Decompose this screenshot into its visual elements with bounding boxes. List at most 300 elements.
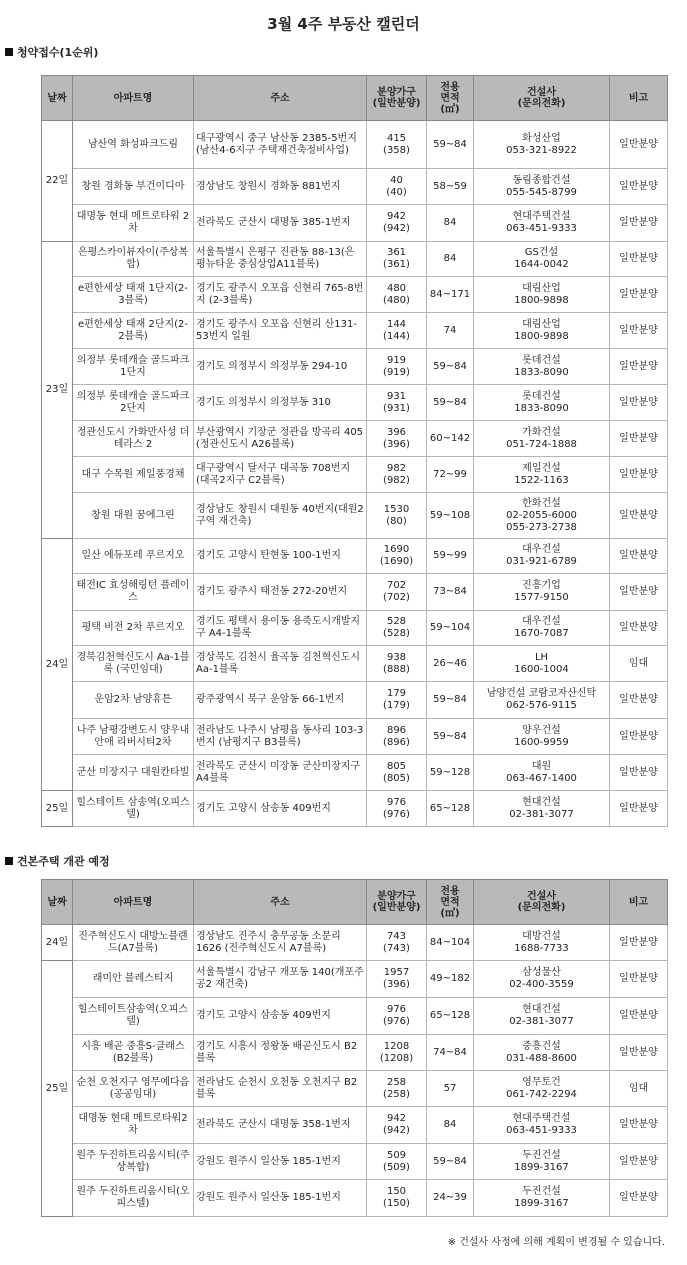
units-cell — [367, 1035, 427, 1071]
units-cell — [367, 313, 427, 349]
note-cell: 일반분양 — [610, 791, 668, 827]
page-title: 3월 4주 부동산 캘린더 — [267, 15, 420, 33]
area-cell: 84~171 — [427, 277, 474, 313]
builder-cell — [474, 539, 610, 574]
units-general: (480) — [383, 294, 410, 306]
header-area-line2: 면적 — [440, 92, 460, 104]
header-area-line3: (㎡) — [440, 103, 460, 115]
builder-name: 영무토건 — [522, 1076, 561, 1088]
units-total: 1957 — [383, 967, 410, 978]
builder-phone: 1833-8090 — [514, 366, 569, 378]
section-title-model-house — [5, 853, 110, 869]
apartment-name: 대구 수목원 제일풍경채 — [73, 457, 194, 493]
address: 전라북도 군산시 대명동 385-1번지 — [194, 205, 367, 242]
table-row — [42, 998, 668, 1035]
builder-name: 롯데건설 — [522, 390, 561, 402]
area-cell: 59~84 — [427, 719, 474, 755]
builder-name: 화성산업 — [522, 132, 561, 144]
builder-name: 현대건설 — [522, 1004, 561, 1015]
area-cell: 59~84 — [427, 121, 474, 169]
note-cell: 임대 — [610, 646, 668, 682]
units-total: 396 — [386, 426, 407, 438]
apartment-name: 평택 비전 2차 푸르지오 — [73, 611, 194, 646]
apartment-name: 대명동 현대 메트로타워 2차 — [73, 205, 194, 242]
area-cell: 84~104 — [427, 925, 474, 961]
header-date: 날짜 — [42, 880, 73, 925]
header-row — [42, 880, 668, 925]
area-cell: 57 — [427, 1071, 474, 1107]
header-area — [427, 880, 474, 925]
table-row — [42, 755, 668, 791]
apartment-name: 의정부 롯데캐슬 골드파크 1단지 — [73, 349, 194, 385]
builder-cell — [474, 961, 610, 998]
header-address: 주소 — [194, 880, 367, 925]
apartment-name: 힐스테이트삼송역(오피스텔) — [73, 998, 194, 1035]
table-row — [42, 493, 668, 539]
units-total: 942 — [386, 211, 407, 222]
note-cell: 일반분양 — [610, 539, 668, 574]
builder-name: 현대주택건설 — [512, 211, 571, 222]
table-row — [42, 457, 668, 493]
note-cell: 일반분양 — [610, 313, 668, 349]
builder-name: 양우건설 — [522, 724, 561, 736]
units-total: 976 — [386, 1004, 407, 1015]
header-builder — [474, 76, 610, 121]
builder-cell — [474, 1035, 610, 1071]
units-total: 361 — [386, 247, 407, 258]
units-cell — [367, 925, 427, 961]
address: 부산광역시 기장군 정관읍 방곡리 405 (정관신도시 A26블록) — [194, 421, 367, 457]
area-cell: 59~99 — [427, 539, 474, 574]
note-cell: 일반분양 — [610, 169, 668, 205]
table-row — [42, 539, 668, 574]
table-row — [42, 1107, 668, 1144]
section-title-text: 청약접수(1순위) — [17, 46, 99, 59]
section-title-text: 견본주택 개관 예정 — [17, 855, 110, 868]
units-total: 258 — [386, 1076, 407, 1088]
units-general: (1690) — [379, 556, 414, 567]
units-cell — [367, 998, 427, 1035]
note-cell: 일반분양 — [610, 493, 668, 539]
apartment-name: 군산 미장지구 대원칸타빌 — [73, 755, 194, 791]
builder-cell — [474, 1071, 610, 1107]
units-general: (361) — [383, 259, 410, 270]
apartment-name: 의정부 롯데캐슬 골드파크 2단지 — [73, 385, 194, 421]
units-general: (805) — [383, 772, 410, 784]
builder-phone: 063-451-9333 — [506, 1125, 577, 1136]
units-general: (528) — [383, 628, 410, 639]
table-row — [42, 574, 668, 611]
builder-name: 동림종합건설 — [512, 174, 571, 186]
area-cell: 26~46 — [427, 646, 474, 682]
area-cell: 58~59 — [427, 169, 474, 205]
units-general: (896) — [383, 736, 410, 748]
address: 경기도 의정부시 의정부동 294-10 — [194, 349, 367, 385]
units-cell — [367, 646, 427, 682]
square-bullet-icon — [5, 857, 13, 865]
address: 전라남도 나주시 남평읍 동사리 103-3번지 (남평지구 B3블록) — [194, 719, 367, 755]
builder-phone: 02-400-3559 — [509, 979, 574, 990]
table-row — [42, 961, 668, 998]
table-row — [42, 791, 668, 827]
address: 강원도 원주시 일산동 185-1번지 — [194, 1180, 367, 1217]
builder-cell — [474, 242, 610, 277]
builder-phone: 02-2055-6000 — [506, 509, 577, 521]
units-total: 896 — [386, 724, 407, 736]
units-general: (702) — [383, 592, 410, 603]
address: 강원도 원주시 일산동 185-1번지 — [194, 1144, 367, 1180]
builder-cell — [474, 791, 610, 827]
address: 대구광역시 달서구 대곡동 708번지 (대곡2지구 C2블록) — [194, 457, 367, 493]
header-apartment: 아파트명 — [73, 76, 194, 121]
header-area-line1: 전용 — [440, 885, 460, 897]
table-row — [42, 925, 668, 961]
note-cell: 임대 — [610, 1071, 668, 1107]
header-note: 비고 — [610, 880, 668, 925]
header-area-line2: 면적 — [440, 896, 460, 908]
date-cell: 22일 — [42, 121, 73, 242]
units-general: (358) — [383, 144, 410, 156]
note-cell: 일반분양 — [610, 755, 668, 791]
area-cell: 84 — [427, 1107, 474, 1144]
units-general: (942) — [383, 223, 410, 234]
units-cell — [367, 169, 427, 205]
builder-cell — [474, 313, 610, 349]
builder-name: 대방건설 — [522, 930, 561, 942]
builder-cell — [474, 385, 610, 421]
builder-cell — [474, 349, 610, 385]
date-cell: 25일 — [42, 791, 73, 827]
builder-name: 제일건설 — [522, 462, 561, 474]
units-cell — [367, 539, 427, 574]
note-cell: 일반분양 — [610, 1144, 668, 1180]
units-general: (40) — [386, 186, 407, 198]
table-row — [42, 719, 668, 755]
apartment-name: 나주 남평강변도시 양우내안애 리버시티2차 — [73, 719, 194, 755]
units-general: (144) — [383, 330, 410, 342]
table-row — [42, 1071, 668, 1107]
area-cell: 49~182 — [427, 961, 474, 998]
units-total: 415 — [386, 132, 407, 144]
header-units — [367, 880, 427, 925]
units-general: (931) — [383, 402, 410, 414]
builder-name: 대림산업 — [522, 318, 561, 330]
builder-cell — [474, 1180, 610, 1217]
address: 경기도 평택시 용이동 용죽도시개발지구 A4-1블록 — [194, 611, 367, 646]
header-address: 주소 — [194, 76, 367, 121]
units-total: 942 — [386, 1113, 407, 1124]
area-cell: 73~84 — [427, 574, 474, 611]
table-row — [42, 646, 668, 682]
note-cell: 일반분양 — [610, 385, 668, 421]
units-general: (1208) — [379, 1052, 414, 1064]
units-cell — [367, 791, 427, 827]
note-cell: 일반분양 — [610, 1107, 668, 1144]
units-cell — [367, 205, 427, 242]
area-cell: 65~128 — [427, 791, 474, 827]
area-cell: 74~84 — [427, 1035, 474, 1071]
area-cell: 72~99 — [427, 457, 474, 493]
builder-phone: 1800-9898 — [514, 294, 569, 306]
units-total: 938 — [386, 651, 407, 663]
builder-cell — [474, 611, 610, 646]
address: 경상남도 진주시 충무공동 소문리 1626 (진주혁신도시 A7블록) — [194, 925, 367, 961]
units-total: 40 — [390, 174, 403, 186]
units-total: 1690 — [383, 544, 410, 555]
apartment-name: 대명동 현대 메트로타워2차 — [73, 1107, 194, 1144]
builder-cell — [474, 277, 610, 313]
header-builder-line2: (문의전화) — [517, 902, 566, 913]
header-builder — [474, 880, 610, 925]
area-cell: 59~104 — [427, 611, 474, 646]
builder-phone: 02-381-3077 — [509, 808, 574, 820]
units-general: (888) — [383, 663, 410, 675]
address: 경기도 광주시 오포읍 신현리 산131-53번지 일원 — [194, 313, 367, 349]
builder-cell — [474, 457, 610, 493]
builder-cell — [474, 1144, 610, 1180]
area-cell: 59~84 — [427, 385, 474, 421]
builder-phone: 055-545-8799 — [506, 186, 577, 198]
builder-phone: 1600-9959 — [514, 736, 569, 748]
apartment-name: 태전IC 효성해링턴 플레이스 — [73, 574, 194, 611]
units-cell — [367, 961, 427, 998]
address: 경기도 고양시 탄현동 100-1번지 — [194, 539, 367, 574]
builder-cell — [474, 998, 610, 1035]
area-cell: 59~84 — [427, 682, 474, 719]
units-cell — [367, 121, 427, 169]
units-general: (942) — [383, 1125, 410, 1136]
builder-name: 한화건설 — [522, 497, 561, 509]
units-cell — [367, 349, 427, 385]
units-total: 805 — [386, 760, 407, 772]
builder-phone: 063-467-1400 — [506, 772, 577, 784]
units-total: 528 — [386, 616, 407, 627]
builder-phone: 062-576-9115 — [506, 700, 577, 711]
table-row — [42, 349, 668, 385]
builder-phone: 031-921-6789 — [506, 556, 577, 567]
apartment-name: 일산 에듀포레 푸르지오 — [73, 539, 194, 574]
apartment-name: 정관신도시 가화만사성 더 테라스 2 — [73, 421, 194, 457]
address: 대구광역시 중구 남산동 2385-5번지 (남산4-6지구 주택재건축정비사업) — [194, 121, 367, 169]
area-cell: 60~142 — [427, 421, 474, 457]
note-cell: 일반분양 — [610, 121, 668, 169]
units-cell — [367, 574, 427, 611]
note-cell: 일반분양 — [610, 998, 668, 1035]
table-row — [42, 169, 668, 205]
address: 경기도 고양시 삼송동 409번지 — [194, 791, 367, 827]
builder-phone: 02-381-3077 — [509, 1016, 574, 1027]
units-cell — [367, 1071, 427, 1107]
apartment-name: 경북김천혁신도시 Aa-1블록 (국민임대) — [73, 646, 194, 682]
table-row — [42, 1144, 668, 1180]
units-general: (919) — [383, 366, 410, 378]
header-row — [42, 76, 668, 121]
address: 경기도 의정부시 의정부동 310 — [194, 385, 367, 421]
model-house-table — [41, 879, 668, 1217]
builder-cell — [474, 755, 610, 791]
builder-phone: 1899-3167 — [514, 1198, 569, 1209]
header-units-line2: (일반분양) — [372, 902, 421, 913]
area-cell: 59~108 — [427, 493, 474, 539]
header-area-line1: 전용 — [440, 81, 460, 93]
address: 경상북도 김천시 율곡동 김천혁신도시 Aa-1블록 — [194, 646, 367, 682]
address: 광주광역시 북구 운암동 66-1번지 — [194, 682, 367, 719]
builder-cell — [474, 925, 610, 961]
units-general: (396) — [383, 438, 410, 450]
apartment-name: 힐스테이트 삼송역(오피스텔) — [73, 791, 194, 827]
apartment-name: 원주 두진하트리움시티(오피스텔) — [73, 1180, 194, 1217]
date-cell: 23일 — [42, 242, 73, 539]
units-total: 982 — [386, 462, 407, 474]
apartment-name: 진주혁신도시 대방노블랜드(A7블록) — [73, 925, 194, 961]
header-area-line3: (㎡) — [440, 907, 460, 919]
units-cell — [367, 682, 427, 719]
builder-phone: 053-321-8922 — [506, 144, 577, 156]
units-total: 743 — [386, 930, 407, 942]
address: 경기도 시흥시 정왕동 배곧신도시 B2블록 — [194, 1035, 367, 1071]
builder-phone: 063-451-9333 — [506, 223, 577, 234]
footnote: ※ 건설사 사정에 의해 계획이 변경될 수 있습니다. — [447, 1237, 665, 1248]
builder-phone: 1688-7733 — [514, 942, 569, 954]
apartment-name: 남산역 화성파크드림 — [73, 121, 194, 169]
builder-phone: 1800-9898 — [514, 330, 569, 342]
apartment-name: 원주 두진하트리움시티(주상복합) — [73, 1144, 194, 1180]
address: 경기도 고양시 삼송동 409번지 — [194, 998, 367, 1035]
area-cell: 24~39 — [427, 1180, 474, 1217]
address: 서울특별시 강남구 개포동 140(개포주공2 재건축) — [194, 961, 367, 998]
note-cell: 일반분양 — [610, 925, 668, 961]
address: 전라남도 순천시 오천동 오천지구 B2블록 — [194, 1071, 367, 1107]
header-apartment: 아파트명 — [73, 880, 194, 925]
note-cell: 일반분양 — [610, 574, 668, 611]
units-general: (976) — [383, 1016, 410, 1027]
builder-name: 남양건설 코람코자산신탁 — [486, 688, 597, 699]
units-cell — [367, 421, 427, 457]
header-builder-line2: (문의전화) — [517, 98, 566, 109]
note-cell: 일반분양 — [610, 277, 668, 313]
builder-name: 가화건설 — [522, 426, 561, 438]
table-row — [42, 242, 668, 277]
builder-name: 대우건설 — [522, 544, 561, 555]
builder-name: GS건설 — [524, 247, 559, 258]
table-row — [42, 385, 668, 421]
builder-phone: 061-742-2294 — [506, 1088, 577, 1100]
units-cell — [367, 1107, 427, 1144]
subscription-table — [41, 75, 668, 827]
units-cell — [367, 719, 427, 755]
units-cell — [367, 385, 427, 421]
units-general: (743) — [383, 942, 410, 954]
apartment-name: 래미안 블레스티지 — [73, 961, 194, 998]
address: 경기도 광주시 오포읍 신현리 765-8번지 (2-3블록) — [194, 277, 367, 313]
units-cell — [367, 1144, 427, 1180]
table-row — [42, 1180, 668, 1217]
apartment-name: 은평스카이뷰자이(주상복합) — [73, 242, 194, 277]
note-cell: 일반분양 — [610, 421, 668, 457]
units-cell — [367, 242, 427, 277]
address: 전라북도 군산시 대명동 358-1번지 — [194, 1107, 367, 1144]
builder-name: 진흥기업 — [522, 580, 561, 591]
header-units-line2: (일반분양) — [372, 98, 421, 109]
builder-phone: 1577-9150 — [514, 592, 569, 603]
units-total: 702 — [386, 580, 407, 591]
units-general: (80) — [386, 515, 407, 527]
apartment-name: e편한세상 태재 2단지(2-2블록) — [73, 313, 194, 349]
builder-cell — [474, 574, 610, 611]
area-cell: 84 — [427, 242, 474, 277]
units-general: (258) — [383, 1088, 410, 1100]
units-total: 480 — [386, 282, 407, 294]
builder-name: 롯데건설 — [522, 354, 561, 366]
table-row — [42, 313, 668, 349]
builder-name: 현대건설 — [522, 796, 561, 808]
units-general: (396) — [383, 979, 410, 990]
builder-cell — [474, 121, 610, 169]
apartment-name: 창원 대원 꿈에그린 — [73, 493, 194, 539]
note-cell: 일반분양 — [610, 349, 668, 385]
table-row — [42, 121, 668, 169]
note-cell: 일반분양 — [610, 457, 668, 493]
units-total: 150 — [386, 1186, 407, 1197]
header-units-line1: 분양가구 — [377, 891, 416, 902]
builder-cell — [474, 493, 610, 539]
note-cell: 일반분양 — [610, 1180, 668, 1217]
builder-phone: 1670-7087 — [514, 628, 569, 639]
builder-phone: 1899-3167 — [514, 1161, 569, 1173]
builder-cell — [474, 1107, 610, 1144]
table-row — [42, 1035, 668, 1071]
square-bullet-icon — [5, 48, 13, 56]
table-row — [42, 277, 668, 313]
units-total: 1208 — [383, 1040, 410, 1052]
builder-phone: 1644-0042 — [514, 259, 569, 270]
area-cell: 65~128 — [427, 998, 474, 1035]
builder-name: 현대주택건설 — [512, 1113, 571, 1124]
units-total: 179 — [386, 688, 407, 699]
units-total: 509 — [386, 1149, 407, 1161]
address: 경상남도 창원시 경화동 881번지 — [194, 169, 367, 205]
units-general: (150) — [383, 1198, 410, 1209]
area-cell: 59~84 — [427, 349, 474, 385]
header-date: 날짜 — [42, 76, 73, 121]
note-cell: 일반분양 — [610, 205, 668, 242]
units-cell — [367, 457, 427, 493]
address: 경상남도 창원시 대원동 40번지(대원2구역 재건축) — [194, 493, 367, 539]
builder-cell — [474, 169, 610, 205]
note-cell: 일반분양 — [610, 682, 668, 719]
apartment-name: e편한세상 태재 1단지(2-3블록) — [73, 277, 194, 313]
units-cell — [367, 611, 427, 646]
area-cell: 59~84 — [427, 1144, 474, 1180]
header-units — [367, 76, 427, 121]
builder-cell — [474, 719, 610, 755]
builder-phone: 031-488-8600 — [506, 1052, 577, 1064]
table-row — [42, 205, 668, 242]
apartment-name: 창원 경화동 부건이디아 — [73, 169, 194, 205]
builder-name: 대림산업 — [522, 282, 561, 294]
header-units-line1: 분양가구 — [377, 87, 416, 98]
units-cell — [367, 277, 427, 313]
builder-phone: 1833-8090 — [514, 402, 569, 414]
apartment-name: 시흥 배곧 중흥S-클래스(B2블록) — [73, 1035, 194, 1071]
builder-name: 두진건설 — [522, 1149, 561, 1161]
builder-name: LH — [534, 651, 549, 663]
builder-cell — [474, 646, 610, 682]
units-cell — [367, 1180, 427, 1217]
table-row — [42, 682, 668, 719]
address: 전라북도 군산시 미장동 군산미장지구 A4블록 — [194, 755, 367, 791]
builder-cell — [474, 421, 610, 457]
